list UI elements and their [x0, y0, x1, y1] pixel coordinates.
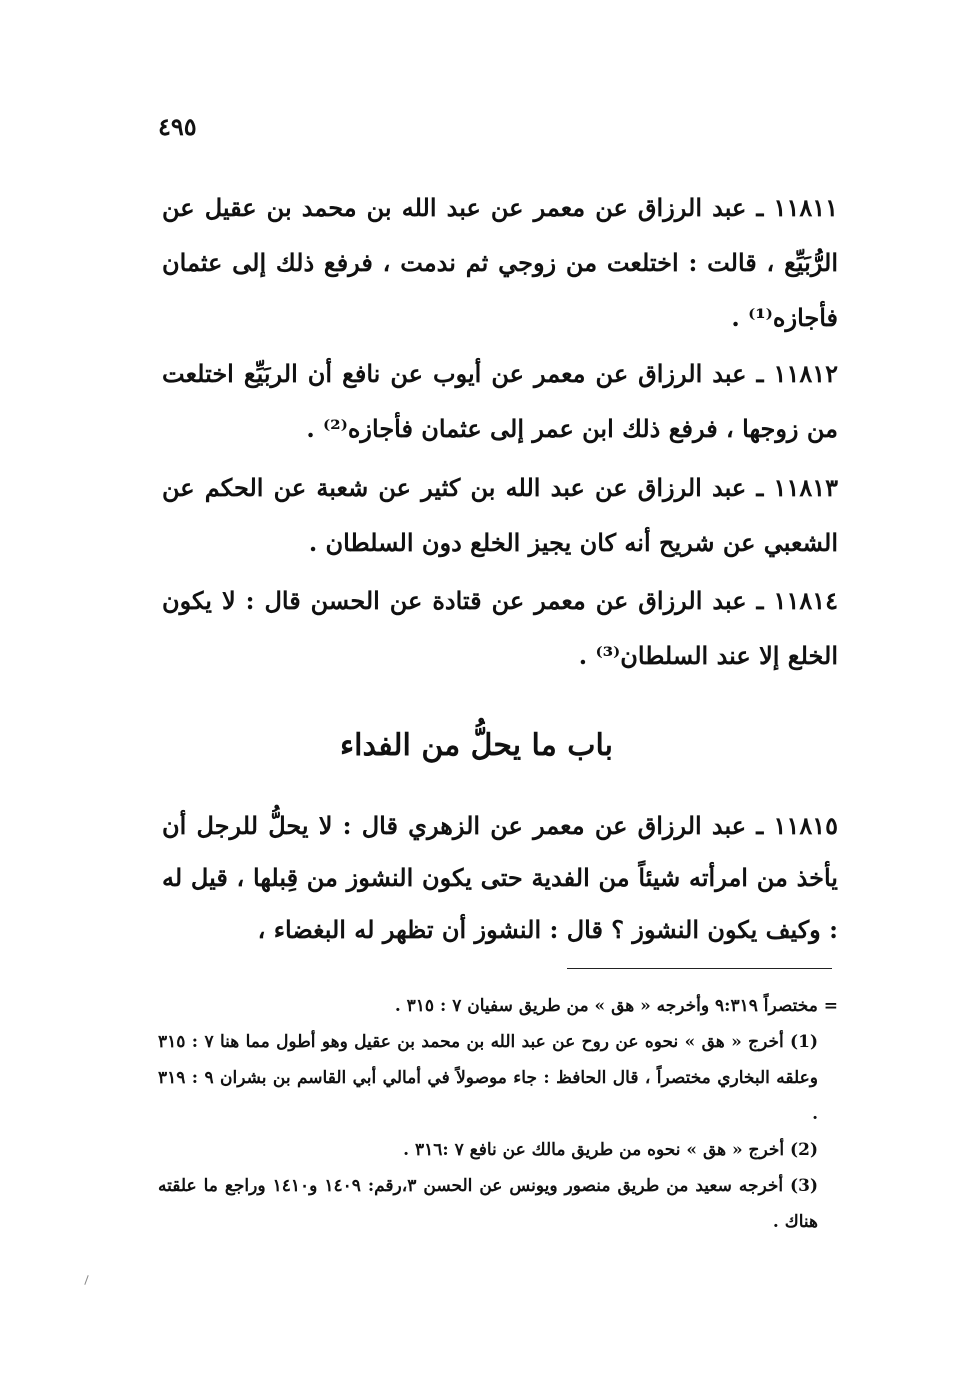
hadith-11813: ١١٨١٣ ـ عبد الرزاق عن عبد الله بن كثير عن شعبة عن الحكم عن الشعبي عن شريح أنه كان يجيز الخلع دون السلطان .	[162, 473, 838, 557]
scan-speck	[84, 1275, 88, 1285]
footnote-1: (1) أخرج « هق » نحوه عن روح عن عبد الله بن محمد بن عقيل وهو أطول مما هنا ٧ : ٣١٥ وعلقه البخاري مختصراً ، قال الحافظ : جاء موصولاً في أمالي أبي القاسم بن بشران ٩ : ٣١٩ .	[158, 1032, 818, 1124]
hadith-11812: ١١٨١٢ ـ عبد الرزاق عن معمر عن أيوب عن نافع أن الربَيِّع اختلعت من زوجها ، فرفع ذلك ابن عمر إلى عثمان فأجازه⁽²⁾ .	[162, 359, 838, 443]
hadith-11815: ١١٨١٥ ـ عبد الرزاق عن معمر عن الزهري قال : لا يحلُّ للرجل أن يأخذ من امرأته شيئاً من الفدية حتى يكون النشوز من قِبلها ، قيل له : وكيف يكون النشوز ؟ قال : النشوز أن تظهر له البغضاء ،	[162, 811, 838, 944]
footnotes	[158, 988, 838, 1240]
page-number: ٤٩٥	[158, 112, 197, 141]
footnote-divider	[567, 968, 832, 969]
chapter-title: باب ما يحلُّ من الفداء	[340, 728, 613, 763]
hadith-11811: ١١٨١١ ـ عبد الرزاق عن معمر عن عبد الله بن محمد بن عقيل عن الرُّبَيِّع ، قالت : اختلعت من زوجي ثم ندمت ، فرفع ذلك إلى عثمان فأجازه⁽¹⁾ .	[162, 193, 838, 332]
footnote-2: (2) أخرج « هق » نحوه من طريق مالك عن نافع ٧ :٣١٦ .	[403, 1140, 818, 1160]
footnote-continuation: = مختصراً ٩:٣١٩ وأخرجه « هق » من طريق سفيان ٧ : ٣١٥ .	[394, 996, 838, 1016]
hadith-11814: ١١٨١٤ ـ عبد الرزاق عن معمر عن قتادة عن الحسن قال : لا يكون الخلع إلا عند السلطان⁽³⁾ .	[162, 586, 838, 670]
footnote-3: (3) أخرجه سعيد من طريق منصور ويونس عن الحسن ٣،رقم: ١٤٠٩ و١٤١٠ وراجع ما علقته هناك .	[158, 1176, 818, 1232]
